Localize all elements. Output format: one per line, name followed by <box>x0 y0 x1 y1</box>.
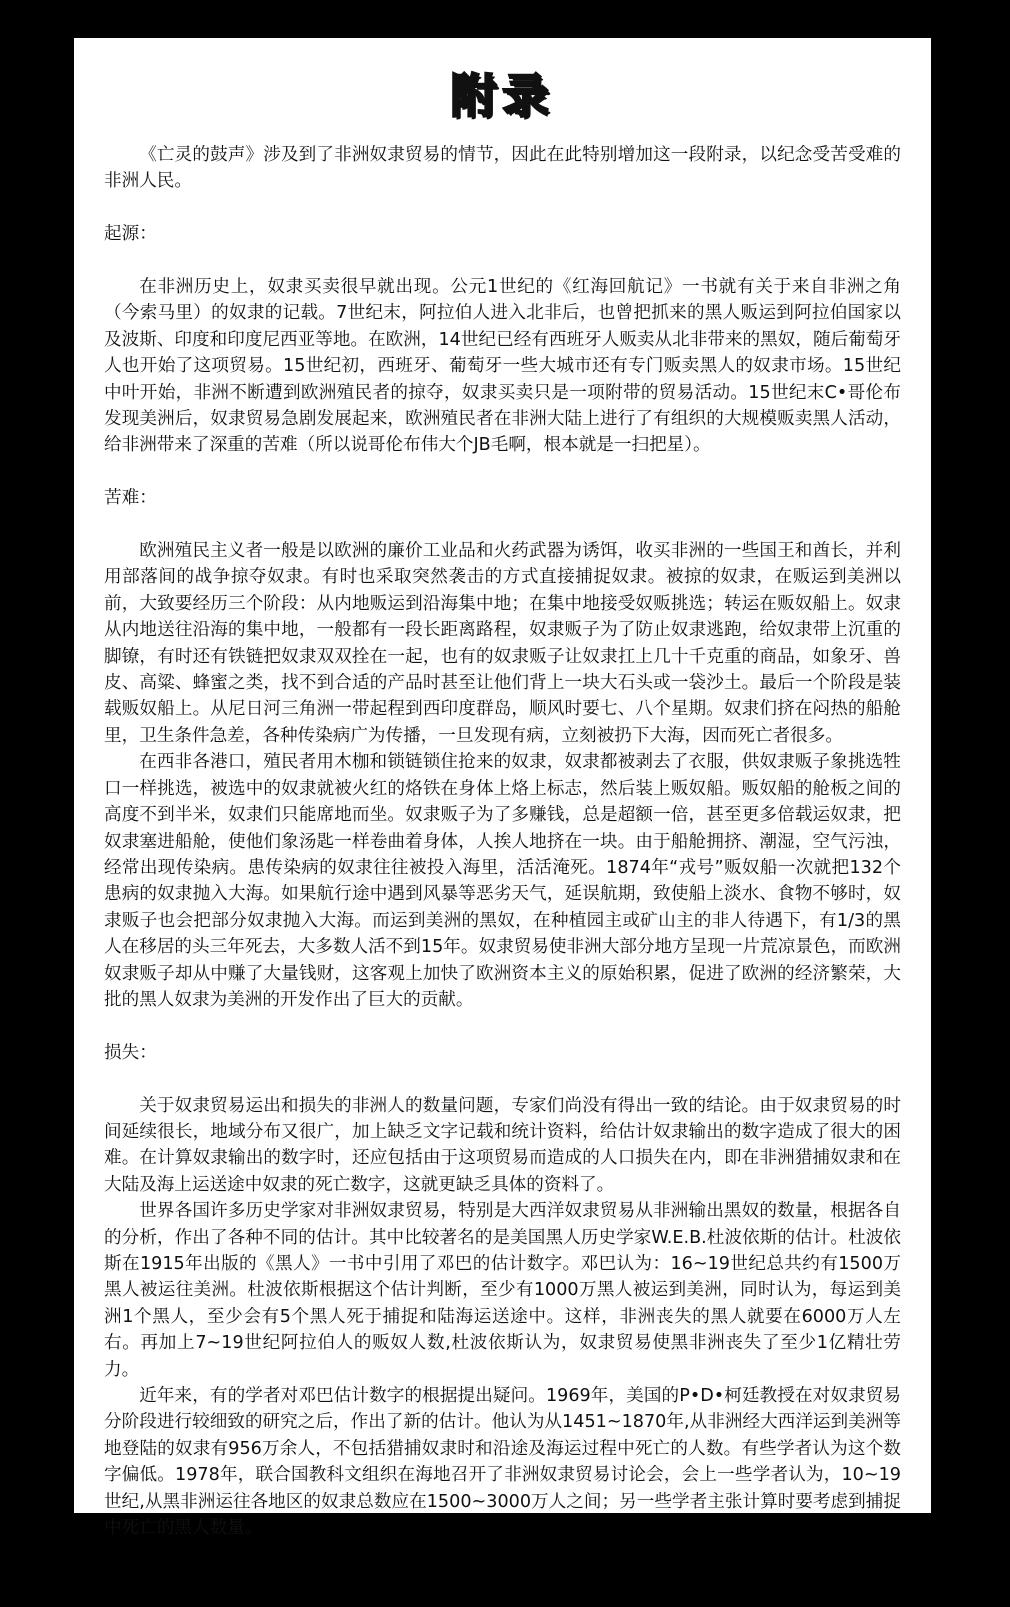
loss-paragraph-3: 近年来，有的学者对邓巴估计数字的根据提出疑问。1969年，美国的P•D•柯廷教授在对奴隶贸易分阶段进行较细致的研究之后，作出了新的估计。他认为从1451~1870年,从非洲经大西洋运到美洲等地登陆的奴隶有956万余人，不包括猎捕奴隶时和沿途及海运过程中死亡的人数。有些学者认为这个数字偏低。1978年，联合国教科文组织在海地召开了非洲奴隶贸易讨论会，会上一些学者认为，10~19世纪,从黑非洲运往各地区的奴隶总数应在1500~3000万人之间；另一些学者主张计算时要考虑到捕捉中死亡的黑人数量。 <box>104 1386 901 1539</box>
spacer <box>104 1066 901 1092</box>
page-title: 附录 <box>450 69 555 123</box>
spacer <box>104 459 901 485</box>
suffering-paragraph-1: 欧洲殖民主义者一般是以欧洲的廉价工业品和火药武器为诱饵，收买非洲的一些国王和酋长，并利用部落间的战争掠夺奴隶。有时也采取突然袭击的方式直接捕捉奴隶。被掠的奴隶，在贩运到美洲以前，大致要经历三个阶段：从内地贩运到沿海集中地；在集中地接受奴贩挑选；转运在贩奴船上。奴隶从内地送往沿海的集中地，一般都有一段长距离路程，奴隶贩子为了防止奴隶逃跑，给奴隶带上沉重的脚镣，有时还有铁链把奴隶双双拴在一起，也有的奴隶贩子让奴隶扛上几十千克重的商品，如象牙、兽皮、高粱、蜂蜜之类，找不到合适的产品时甚至让他们背上一块大石头或一袋沙土。最后一个阶段是装载贩奴船上。从尼日河三角洲一带起程到西印度群岛，顺风时要七、八个星期。奴隶们挤在闷热的船舱里，卫生条件急差，各种传染病广为传播，一旦发现有病，立刻被扔下大海，因而死亡者很多。 <box>104 541 901 746</box>
document-page <box>74 38 931 1539</box>
spacer <box>104 248 901 274</box>
title-block <box>104 60 901 122</box>
spacer <box>104 1013 901 1039</box>
origin-paragraph-1: 在非洲历史上，奴隶买卖很早就出现。公元1世纪的《红海回航记》一书就有关于来自非洲之角（今索马里）的奴隶的记载。7世纪末，阿拉伯人进入北非后，也曾把抓来的黑人贩运到阿拉伯国家以及波斯、印度和印度尼西亚等地。在欧洲，14世纪已经有西班牙人贩卖从北非带来的黑奴，随后葡萄牙人也开始了这项贸易。15世纪初，西班牙、葡萄牙一些大城市还有专门贩卖黑人的奴隶市场。15世纪中叶开始，非洲不断遭到欧洲殖民者的掠夺，奴隶买卖只是一项附带的贸易活动。15世纪末C•哥伦布发现美洲后，奴隶贸易急剧发展起来，欧洲殖民者在非洲大陆上进行了有组织的大规模贩卖黑人活动，给非洲带来了深重的苦难（所以说哥伦布伟大个JB毛啊，根本就是一扫把星）。 <box>104 277 901 456</box>
section-heading-suffering: 苦难： <box>104 488 157 509</box>
loss-paragraph-1: 关于奴隶贸易运出和损失的非洲人的数量问题，专家们尚没有得出一致的结论。由于奴隶贸易的时间延续很长，地域分布又很广，加上缺乏文字记载和统计资料，给估计奴隶输出的数字造成了很大的困难。在计算奴隶输出的数字时，还应包括由于这项贸易而造成的人口损失在内，即在非洲猎捕奴隶和在大陆及海上运送途中奴隶的死亡数字，这就更缺乏具体的资料了。 <box>104 1095 901 1195</box>
document-body <box>104 142 901 1541</box>
spacer <box>104 512 901 538</box>
suffering-paragraph-2: 在西非各港口，殖民者用木枷和锁链锁住抢来的奴隶，奴隶都被剥去了衣服，供奴隶贩子象挑选牲口一样挑选，被选中的奴隶就被火红的烙铁在身体上烙上标志，然后装上贩奴船。贩奴船的舱板之间的高度不到半米，奴隶们只能席地而坐。奴隶贩子为了多赚钱，总是超额一倍，甚至更多倍载运奴隶，把奴隶塞进船舱，使他们象汤匙一样卷曲着身体，人挨人地挤在一块。由于船舱拥挤、潮湿，空气污浊，经常出现传染病。患传染病的奴隶往往被投入海里，活活淹死。1874年“戎号”贩奴船一次就把132个患病的奴隶抛入大海。如果航行途中遇到风暴等恶劣天气，延误航期，致使船上淡水、食物不够时，奴隶贩子也会把部分奴隶抛入大海。而运到美洲的黑奴，在种植园主或矿山主的非人待遇下，有1/3的黑人在移居的头三年死去，大多数人活不到15年。奴隶贸易使非洲大部分地方呈现一片荒凉景色，而欧洲奴隶贩子却从中赚了大量钱财，这客观上加快了欧洲资本主义的原始积累，促进了欧洲的经济繁荣，大批的黑人奴隶为美洲的开发作出了巨大的贡献。 <box>104 752 901 1010</box>
intro-paragraph: 《亡灵的鼓声》涉及到了非洲奴隶贸易的情节，因此在此特别增加这一段附录，以纪念受苦受难的非洲人民。 <box>104 145 901 192</box>
loss-paragraph-2: 世界各国许多历史学家对非洲奴隶贸易，特别是大西洋奴隶贸易从非洲输出黑奴的数量，根据各自的分析，作出了各种不同的估计。其中比较著名的是美国黑人历史学家W.E.B.杜波依斯的估计。杜波依斯在1915年出版的《黑人》一书中引用了邓巴的估计数字。邓巴认为：16~19世纪总共约有1500万黑人被运往美洲。杜波依斯根据这个估计判断，至少有1000万黑人被运到美洲，同时认为，每运到美洲1个黑人，至少会有5个黑人死于捕捉和陆海运送途中。这样，非洲丧失的黑人就要在6000万人左右。再加上7~19世纪阿拉伯人的贩奴人数,杜波依斯认为，奴隶贸易使黑非洲丧失了至少1亿精壮劳力。 <box>104 1201 901 1380</box>
section-heading-origin: 起源： <box>104 224 157 245</box>
spacer <box>104 195 901 221</box>
section-heading-loss: 损失： <box>104 1042 157 1063</box>
